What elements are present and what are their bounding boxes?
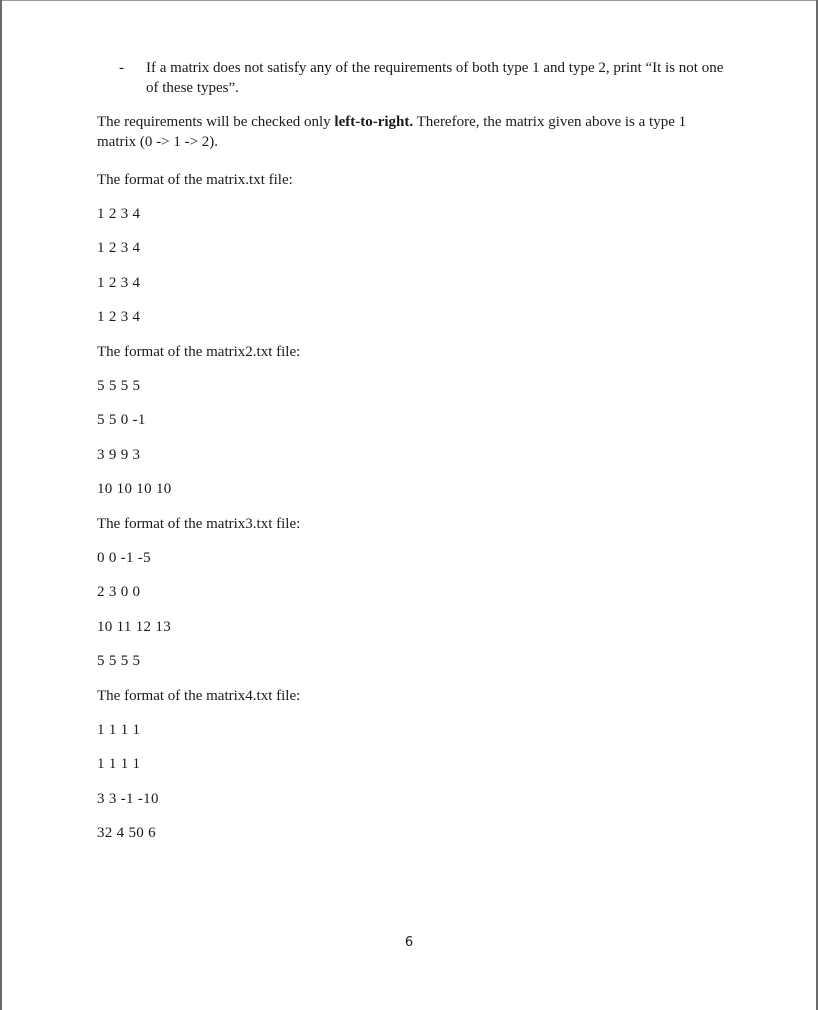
matrix-line: 1 1 1 1 xyxy=(97,756,141,772)
section-heading-matrix2: The format of the matrix2.txt file: xyxy=(97,344,301,360)
page-number: 6 xyxy=(404,935,414,950)
matrix-line: 2 3 0 0 xyxy=(97,584,141,600)
bullet-text: If a matrix does not satisfy any of the requirements of both type 1 and type 2, print “It is not one of these types”. xyxy=(146,60,724,96)
matrix-line: 1 2 3 4 xyxy=(97,275,141,291)
window-left-border xyxy=(0,0,2,1010)
requirements-text-before: The requirements will be checked only xyxy=(97,114,335,130)
matrix-line: 0 0 -1 -5 xyxy=(97,550,151,566)
matrix-line: 1 2 3 4 xyxy=(97,240,141,256)
section-heading-matrix: The format of the matrix.txt file: xyxy=(97,172,293,188)
matrix-line: 1 1 1 1 xyxy=(97,722,141,738)
window-top-border xyxy=(0,0,818,1)
document-page xyxy=(97,58,727,152)
section-heading-matrix4: The format of the matrix4.txt file: xyxy=(97,688,301,704)
matrix-line: 5 5 0 -1 xyxy=(97,412,146,428)
matrix-line: 5 5 5 5 xyxy=(97,378,141,394)
requirements-text-after: Therefore, the matrix given above is a type 1 matrix (0 -> 1 -> 2). xyxy=(97,114,687,150)
matrix-line: 10 10 10 10 xyxy=(97,481,172,497)
matrix-line: 1 2 3 4 xyxy=(97,309,141,325)
section-heading-matrix3: The format of the matrix3.txt file: xyxy=(97,516,301,532)
matrix-line: 5 5 5 5 xyxy=(97,653,141,669)
matrix-line: 3 9 9 3 xyxy=(97,447,141,463)
bullet-item xyxy=(119,58,727,98)
matrix-line: 3 3 -1 -10 xyxy=(97,791,159,807)
requirements-bold-text: left-to-right. xyxy=(334,114,414,130)
matrix-line: 10 11 12 13 xyxy=(97,619,171,635)
bullet-mark: - xyxy=(119,60,124,76)
requirements-paragraph xyxy=(97,112,727,152)
matrix-line: 1 2 3 4 xyxy=(97,206,141,222)
matrix-line: 32 4 50 6 xyxy=(97,825,156,841)
